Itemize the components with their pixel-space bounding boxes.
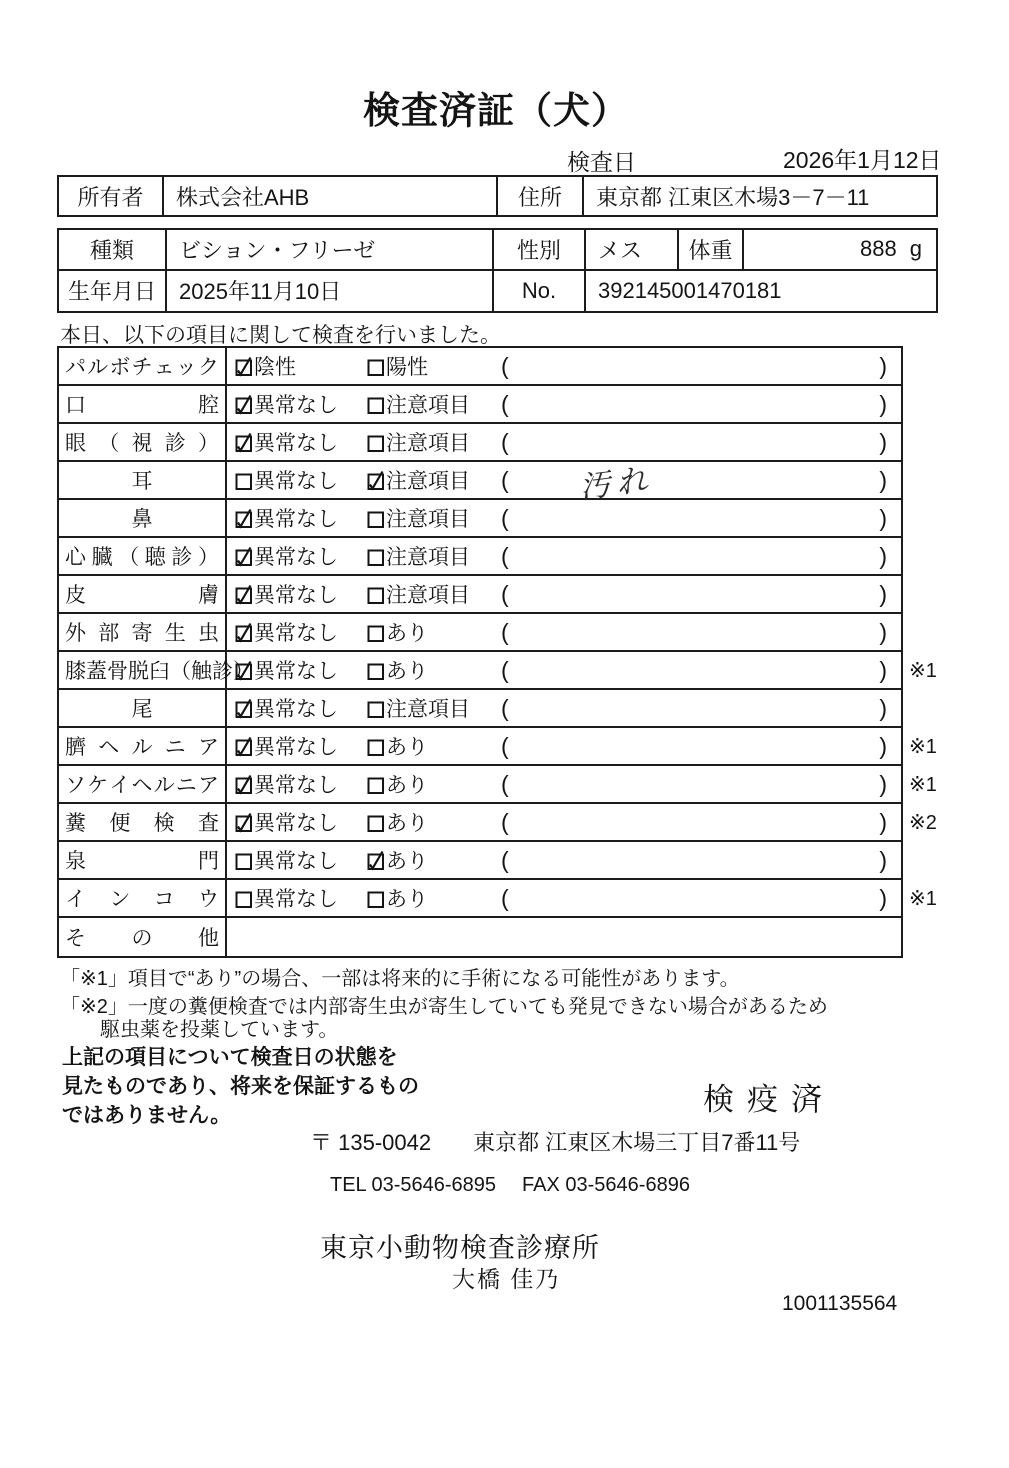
item-label-cell: [59, 842, 227, 878]
inspection-row: [59, 652, 937, 690]
inspection-row: [59, 386, 901, 424]
option-1: [235, 880, 338, 916]
option-1: [235, 462, 338, 498]
birthdate-value: 2025年11月10日: [165, 271, 492, 312]
paren-open: (: [501, 428, 509, 455]
no-label: No.: [492, 271, 584, 312]
item-label-cell: [59, 424, 227, 460]
option-1-label: 異常なし: [254, 660, 338, 683]
item-label: ソ ケ イ ヘ ル ニ ア: [65, 774, 219, 797]
option-1: [235, 728, 338, 764]
item-label-cell: [59, 614, 227, 650]
option-2: [367, 424, 470, 460]
paren-open: (: [501, 808, 509, 835]
item-label: 膝 蓋 骨 脱 臼 （ 触 診 ）: [65, 660, 254, 683]
option-1: [235, 614, 338, 650]
quarantine-stamp: 検疫済: [703, 1082, 835, 1117]
item-label-cell: [59, 690, 227, 726]
option-2-label: 注意項目: [386, 698, 470, 721]
item-result-cell: [227, 804, 937, 840]
checkbox-unchecked-icon: [235, 850, 253, 871]
checkbox-unchecked-icon: [367, 812, 385, 833]
item-result-cell: [227, 766, 937, 802]
item-label: 糞 便 検 査: [65, 812, 219, 835]
option-2: [367, 690, 470, 726]
option-1-label: 異常なし: [254, 622, 338, 645]
owner-label: 所有者: [77, 184, 144, 210]
item-label-cell: [59, 728, 227, 764]
checkbox-checked-icon: [235, 660, 253, 681]
option-2: [367, 766, 428, 802]
item-label-cell: [59, 880, 227, 916]
option-2-label: 注意項目: [386, 546, 470, 569]
option-1: [235, 538, 338, 574]
inspection-table: [57, 346, 937, 958]
item-result-cell: [227, 461, 901, 506]
paren-open: (: [501, 542, 509, 569]
paren-open: (: [501, 618, 509, 645]
option-1: [235, 500, 338, 536]
checkbox-checked-icon: [235, 432, 253, 453]
paren-close: ): [879, 390, 887, 417]
option-2: [367, 804, 428, 840]
paren-close: ): [879, 694, 887, 721]
checkbox-checked-icon: [235, 698, 253, 719]
item-result-cell: [227, 576, 901, 612]
option-2-label: 注意項目: [386, 394, 470, 417]
postal-code: 〒 135-0042: [310, 1130, 432, 1155]
paren-close: ): [879, 618, 887, 645]
checkbox-unchecked-icon: [367, 394, 385, 415]
option-2-label: 注意項目: [386, 470, 470, 493]
paren-close: ): [879, 656, 887, 683]
footnote-2-continued: 駆虫薬を投薬しています。: [100, 1019, 339, 1041]
checkbox-checked-icon: [235, 736, 253, 757]
item-label: イ ン コ ウ: [65, 888, 219, 911]
checkbox-unchecked-icon: [367, 774, 385, 795]
option-2-label: あり: [386, 888, 428, 911]
checkbox-unchecked-icon: [367, 432, 385, 453]
inspection-row: [59, 880, 937, 918]
option-2: [367, 386, 470, 422]
weight-label: 体重: [677, 230, 742, 269]
item-result-cell: [227, 386, 901, 422]
checkbox-unchecked-icon: [367, 356, 385, 377]
item-label: 眼 （ 視 診 ）: [65, 432, 219, 455]
paren-close: ): [879, 466, 887, 493]
item-label-cell: [59, 462, 227, 498]
item-label-cell: [59, 538, 227, 574]
option-2-label: あり: [386, 812, 428, 835]
inspection-row: [59, 348, 901, 386]
paren-open: (: [501, 466, 509, 493]
info-table: [57, 228, 938, 313]
option-2-label: 陽性: [386, 356, 428, 379]
inspection-date-value: 2026年1月12日: [783, 147, 942, 173]
option-1-label: 異常なし: [254, 394, 338, 417]
option-1-label: 異常なし: [254, 850, 338, 873]
birthdate-label: 生年月日: [67, 279, 156, 305]
option-2-label: あり: [386, 622, 428, 645]
sex-value: メス: [584, 230, 677, 269]
paren-open: (: [501, 770, 509, 797]
item-label-cell: [59, 652, 254, 688]
item-label-cell: [59, 804, 227, 840]
serial-number: 1001135564: [782, 1292, 898, 1315]
item-label: 口 腔: [65, 394, 219, 417]
address-label: 住所: [496, 177, 582, 215]
no-value: 392145001470181: [584, 271, 936, 312]
item-label: 耳: [131, 470, 153, 493]
clinic-address-line: [310, 1126, 800, 1157]
certificate-title: 検査済証（犬）: [363, 90, 629, 131]
footnote-mark: ※1: [909, 735, 937, 758]
disclaimer-text: [62, 1043, 419, 1130]
inspection-row: [59, 918, 901, 956]
inspection-row: [59, 690, 901, 728]
checkbox-checked-icon: [235, 508, 253, 529]
paren-open: (: [501, 352, 509, 379]
address-value: 東京都 江東区木場3－7－11: [582, 177, 936, 215]
clinic-phone-line: [330, 1174, 690, 1197]
checkbox-unchecked-icon: [367, 698, 385, 719]
option-2-label: あり: [386, 850, 428, 873]
item-label: パ ル ボ チ ェ ッ ク: [65, 356, 219, 379]
option-2: [367, 576, 470, 612]
owner-table: [57, 175, 938, 217]
checkbox-checked-icon: [367, 470, 385, 491]
paren-close: ): [879, 846, 887, 873]
clinic-fax: FAX 03-5646-6896: [522, 1174, 690, 1196]
option-2: [367, 348, 428, 384]
breed-value: ビション・フリーゼ: [165, 230, 492, 269]
checkbox-unchecked-icon: [367, 584, 385, 605]
item-label-cell: [59, 766, 227, 802]
option-1: [235, 690, 338, 726]
option-2: [367, 500, 470, 536]
paren-open: (: [501, 884, 509, 911]
item-label-cell: [59, 500, 227, 536]
paren-close: ): [879, 884, 887, 911]
option-2-label: 注意項目: [386, 584, 470, 607]
inspection-row: [59, 804, 937, 842]
footnote-mark: ※1: [909, 887, 937, 910]
option-2: [367, 728, 428, 764]
paren-close: ): [879, 428, 887, 455]
item-result-cell: [227, 424, 901, 460]
option-1-label: 異常なし: [254, 698, 338, 721]
item-label: 外 部 寄 生 虫: [65, 622, 219, 645]
option-1: [235, 348, 296, 384]
option-1-label: 異常なし: [254, 508, 338, 531]
item-label: 尾: [131, 698, 153, 721]
paren-open: (: [501, 390, 509, 417]
option-1-label: 異常なし: [254, 812, 338, 835]
footnote-mark: ※1: [909, 659, 937, 682]
paren-close: ): [879, 580, 887, 607]
footnote-mark: ※1: [909, 773, 937, 796]
info-row-2: [59, 271, 936, 312]
paren-open: (: [501, 694, 509, 721]
option-2: [367, 538, 470, 574]
inspection-row: [59, 500, 901, 538]
item-result-cell: [227, 538, 901, 574]
paren-open: (: [501, 846, 509, 873]
option-1: [235, 652, 338, 688]
item-label: 臍 ヘ ル ニ ア: [65, 736, 219, 759]
inspection-row: [59, 842, 901, 880]
item-label: 鼻: [131, 508, 153, 531]
item-label-cell: [59, 348, 227, 384]
inspection-row: [59, 576, 901, 614]
option-1-label: 異常なし: [254, 584, 338, 607]
option-1-label: 陰性: [254, 356, 296, 379]
item-label-cell: [59, 918, 227, 956]
option-2-label: あり: [386, 736, 428, 759]
option-1: [235, 842, 338, 878]
checkbox-checked-icon: [235, 812, 253, 833]
option-1-label: 異常なし: [254, 736, 338, 759]
checkbox-unchecked-icon: [367, 508, 385, 529]
checkbox-checked-icon: [235, 356, 253, 377]
inspection-row: [59, 614, 901, 652]
item-label-cell: [59, 386, 227, 422]
checkbox-checked-icon: [235, 546, 253, 567]
option-2: [367, 652, 428, 688]
paren-open: (: [501, 580, 509, 607]
checkbox-unchecked-icon: [367, 546, 385, 567]
paren-close: ): [879, 808, 887, 835]
item-result-cell: [227, 728, 937, 764]
paren-close: ): [879, 352, 887, 379]
item-label: 泉 門: [65, 850, 219, 873]
inspection-row: [59, 424, 901, 462]
checkbox-checked-icon: [235, 394, 253, 415]
footnote-2: 「※2」一度の糞便検査では内部寄生虫が寄生していても発見できない場合があるため: [60, 996, 828, 1018]
paren-close: ): [879, 732, 887, 759]
option-2-label: 注意項目: [386, 508, 470, 531]
inspection-row: [59, 461, 901, 506]
disclaimer-line-2: 見たものであり、将来を保証するもの: [62, 1075, 419, 1098]
item-result-cell: [227, 918, 901, 956]
footnote-1: 「※1」項目で“あり”の場合、一部は将来的に手術になる可能性があります。: [60, 968, 740, 990]
option-1-label: 異常なし: [254, 546, 338, 569]
clinic-address: 東京都 江東区木場三丁目7番11号: [473, 1130, 801, 1155]
inspection-row: [59, 538, 901, 576]
checkbox-unchecked-icon: [367, 888, 385, 909]
weight-value: 888: [860, 236, 897, 262]
paren-open: (: [501, 504, 509, 531]
breed-label: 種類: [89, 237, 134, 263]
paren-close: ): [879, 770, 887, 797]
item-label: 皮 膚: [65, 584, 219, 607]
option-2: [367, 614, 428, 650]
item-result-cell: [227, 880, 937, 916]
checkbox-unchecked-icon: [367, 736, 385, 757]
option-2-label: あり: [386, 774, 428, 797]
option-2: [367, 880, 428, 916]
option-1-label: 異常なし: [254, 432, 338, 455]
option-2-label: 注意項目: [386, 432, 470, 455]
veterinarian-name: 大橋 佳乃: [452, 1266, 561, 1292]
item-result-cell: [227, 500, 901, 536]
item-label: そ の 他: [65, 927, 219, 950]
inspection-row: [59, 766, 937, 804]
handwritten-note: 汚れ: [577, 461, 656, 506]
checkbox-unchecked-icon: [235, 888, 253, 909]
option-2: [367, 842, 428, 878]
item-label: 心 臓 （ 聴 診 ）: [65, 546, 219, 569]
inspection-date-label: 検査日: [567, 149, 636, 175]
paren-close: ): [879, 542, 887, 569]
weight-cell: [742, 230, 936, 269]
checkbox-checked-icon: [235, 774, 253, 795]
paren-close: ): [879, 504, 887, 531]
footnote-mark: ※2: [909, 811, 937, 834]
item-result-cell: [227, 690, 901, 726]
option-1-label: 異常なし: [254, 888, 338, 911]
checkbox-unchecked-icon: [367, 622, 385, 643]
checkbox-unchecked-icon: [235, 470, 253, 491]
option-1-label: 異常なし: [254, 774, 338, 797]
item-result-cell: [227, 614, 901, 650]
owner-value: 株式会社AHB: [162, 177, 496, 215]
sex-label: 性別: [492, 230, 584, 269]
paren-open: (: [501, 656, 509, 683]
item-result-cell: [227, 348, 901, 384]
paren-open: (: [501, 732, 509, 759]
clinic-tel: TEL 03-5646-6895: [330, 1174, 497, 1196]
item-label-cell: [59, 576, 227, 612]
item-result-cell: [227, 652, 937, 688]
inspection-row: [59, 728, 937, 766]
checkbox-checked-icon: [235, 584, 253, 605]
info-row-1: [59, 230, 936, 271]
option-1: [235, 424, 338, 460]
checkbox-checked-icon: [235, 622, 253, 643]
disclaimer-line-1: 上記の項目について検査日の状態を: [62, 1046, 398, 1069]
option-1: [235, 766, 338, 802]
intro-text: 本日、以下の項目に関して検査を行いました。: [60, 324, 501, 347]
option-1: [235, 804, 338, 840]
option-1: [235, 576, 338, 612]
disclaimer-line-3: ではありません。: [62, 1104, 232, 1127]
option-1: [235, 386, 338, 422]
checkbox-unchecked-icon: [367, 660, 385, 681]
checkbox-checked-icon: [367, 850, 385, 871]
item-result-cell: [227, 842, 901, 878]
clinic-name: 東京小動物検査診療所: [320, 1233, 600, 1263]
option-1-label: 異常なし: [254, 470, 338, 493]
option-2-label: あり: [386, 660, 428, 683]
option-2: [367, 462, 470, 498]
weight-unit: g: [909, 236, 922, 262]
